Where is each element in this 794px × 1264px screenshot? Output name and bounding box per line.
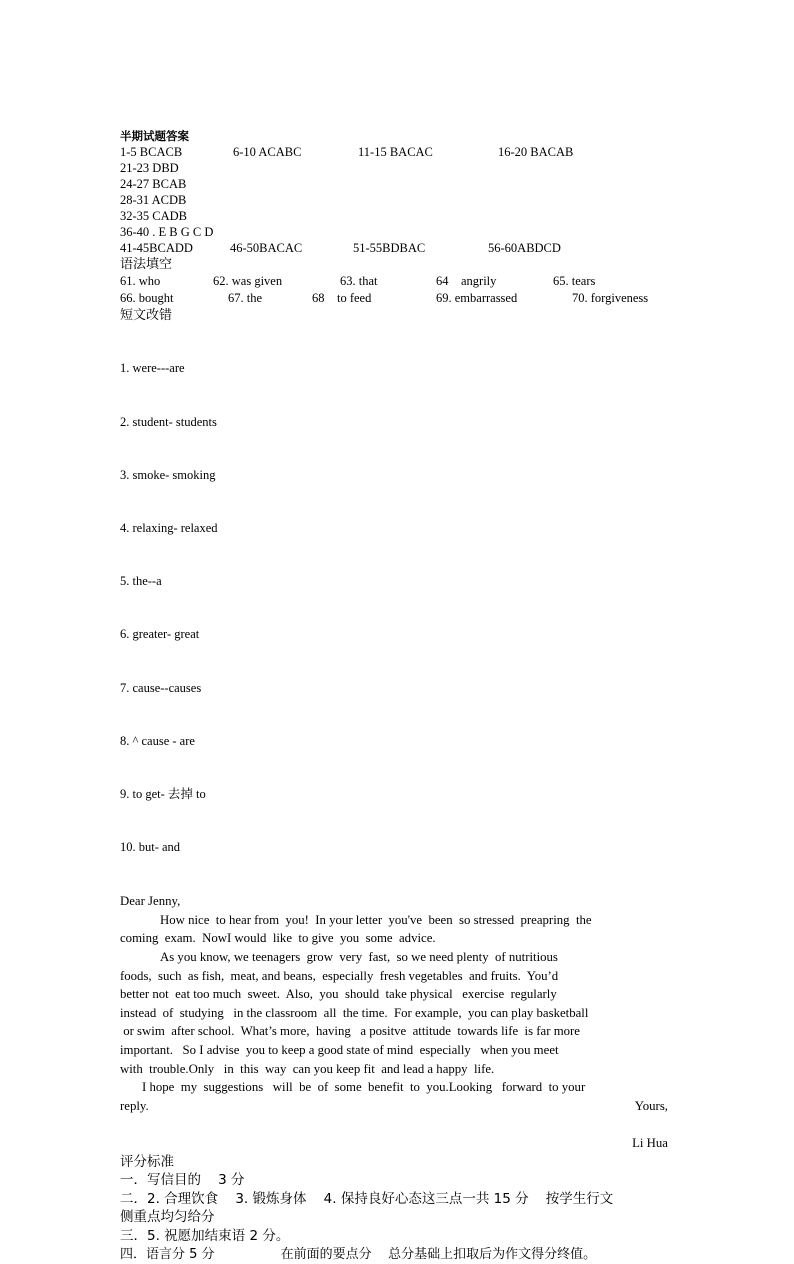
correction-item: 3. smoke- smoking xyxy=(120,467,216,482)
letter-closing: Yours, xyxy=(634,1098,668,1113)
letter-line: How nice to hear from you! In your letter you've been so stressed preapring the xyxy=(160,912,592,927)
letter-line: better not eat too much sweet. Also, you should take physical exercise regularly xyxy=(120,987,557,1002)
letter-line: foods, such as fish, meat, and beans, especially fresh vegetables and fruits. You’d xyxy=(120,968,559,983)
answer-row xyxy=(120,192,680,208)
grammar-item: 67. the xyxy=(228,291,263,306)
answer-group: 6-10 ACABC xyxy=(233,145,302,159)
letter-line: As you know, we teenagers grow very fast, so we need plenty of nutritious xyxy=(160,950,558,965)
correction-item: 4. relaxing- relaxed xyxy=(120,520,218,535)
answer-row xyxy=(120,208,680,224)
letter-line: or swim after school. What’s more, having a positve attitude towards life is far more xyxy=(120,1024,580,1039)
letter-signature: Li Hua xyxy=(632,1135,668,1150)
scoring-heading: 评分标准 xyxy=(120,1153,174,1170)
grammar-item: 65. tears xyxy=(553,274,596,288)
correction-item: 9. to get- 去掉 to xyxy=(120,786,206,801)
grammar-item: 68 to feed xyxy=(312,291,372,306)
correction-item: 6. greater- great xyxy=(120,627,200,642)
letter-last-row xyxy=(120,1097,680,1116)
letter-line: reply. xyxy=(120,1098,149,1113)
grammar-item: 61. who xyxy=(120,274,161,288)
answer-group: 46-50BACAC xyxy=(230,241,303,255)
grammar-answers xyxy=(120,273,680,307)
correction-heading: 短文改错 xyxy=(120,308,173,324)
scoring-line: 一．写信目的 3 分 xyxy=(120,1172,245,1189)
answer-group: 16-20 BACAB xyxy=(498,145,574,159)
answer-group: 24-27 BCAB xyxy=(120,177,187,191)
multiple-choice-answers xyxy=(120,144,680,256)
correction-item: 5. the--a xyxy=(120,574,162,589)
scoring-line: 侧重点均匀给分 xyxy=(120,1209,215,1226)
letter-line: I hope my suggestions will be of some benefit to you.Looking forward to your xyxy=(142,1080,586,1095)
letter-line: important. So I advise you to keep a good state of mind especially when you meet xyxy=(120,1043,559,1057)
grammar-item: 66. bought xyxy=(120,291,174,306)
answer-row xyxy=(120,160,680,176)
grammar-row xyxy=(120,290,680,307)
letter-line: with trouble.Only in this way can you keep fit and lead a happy life. xyxy=(120,1061,495,1076)
answer-group: 21-23 DBD xyxy=(120,161,179,175)
answer-group: 36-40 . E B G C D xyxy=(120,225,214,239)
letter-greeting: Dear Jenny, xyxy=(120,894,181,909)
grammar-row xyxy=(120,273,680,290)
grammar-heading: 语法填空 xyxy=(120,257,173,272)
letter-spacer xyxy=(120,1115,680,1134)
answer-group: 28-31 ACDB xyxy=(120,193,187,207)
sample-letter xyxy=(120,892,680,1152)
answer-row xyxy=(120,240,680,256)
scoring-line: 三．5. 祝愿加结束语 2 分。 xyxy=(120,1227,290,1244)
correction-item: 2. student- students xyxy=(120,414,217,429)
letter-line: coming exam. NowI would like to give you some advice. xyxy=(120,931,436,946)
answer-group: 1-5 BCACB xyxy=(120,145,183,159)
letter-line: instead of studying in the classroom all the time. For example, you can play basketball xyxy=(120,1005,589,1020)
answer-row xyxy=(120,224,680,240)
grammar-item: 70. forgiveness xyxy=(572,291,649,306)
answer-document xyxy=(120,128,680,1264)
answer-row xyxy=(120,144,680,160)
answer-group: 11-15 BACAC xyxy=(358,145,433,159)
answer-group: 32-35 CADB xyxy=(120,209,188,223)
grammar-item: 62. was given xyxy=(213,274,283,288)
answer-group: 56-60ABDCD xyxy=(488,241,561,255)
correction-item: 7. cause--causes xyxy=(120,680,202,695)
scoring-line: 四．语言分 5 分 在前面的要点分 总分基础上扣取后为作文得分终值。 xyxy=(120,1246,597,1262)
grammar-item: 63. that xyxy=(340,274,378,288)
correction-list xyxy=(120,324,680,892)
scoring-criteria xyxy=(120,1153,680,1264)
scoring-line: 二．2. 合理饮食 3. 锻炼身体 4. 保持良好心态这三点一共 15 分 按学生行文 xyxy=(120,1190,614,1207)
answer-group: 41-45BCADD xyxy=(120,241,193,255)
correction-item: 8. ^ cause - are xyxy=(120,733,195,748)
answer-group: 51-55BDBAC xyxy=(353,241,426,255)
correction-item: 10. but- and xyxy=(120,840,181,855)
grammar-item: 69. embarrassed xyxy=(436,291,518,306)
letter-signature-row xyxy=(120,1134,680,1153)
correction-item: 1. were---are xyxy=(120,361,185,376)
document-title: 半期试题答案 xyxy=(120,129,189,143)
grammar-item: 64 angrily xyxy=(436,274,497,288)
answer-row xyxy=(120,176,680,192)
